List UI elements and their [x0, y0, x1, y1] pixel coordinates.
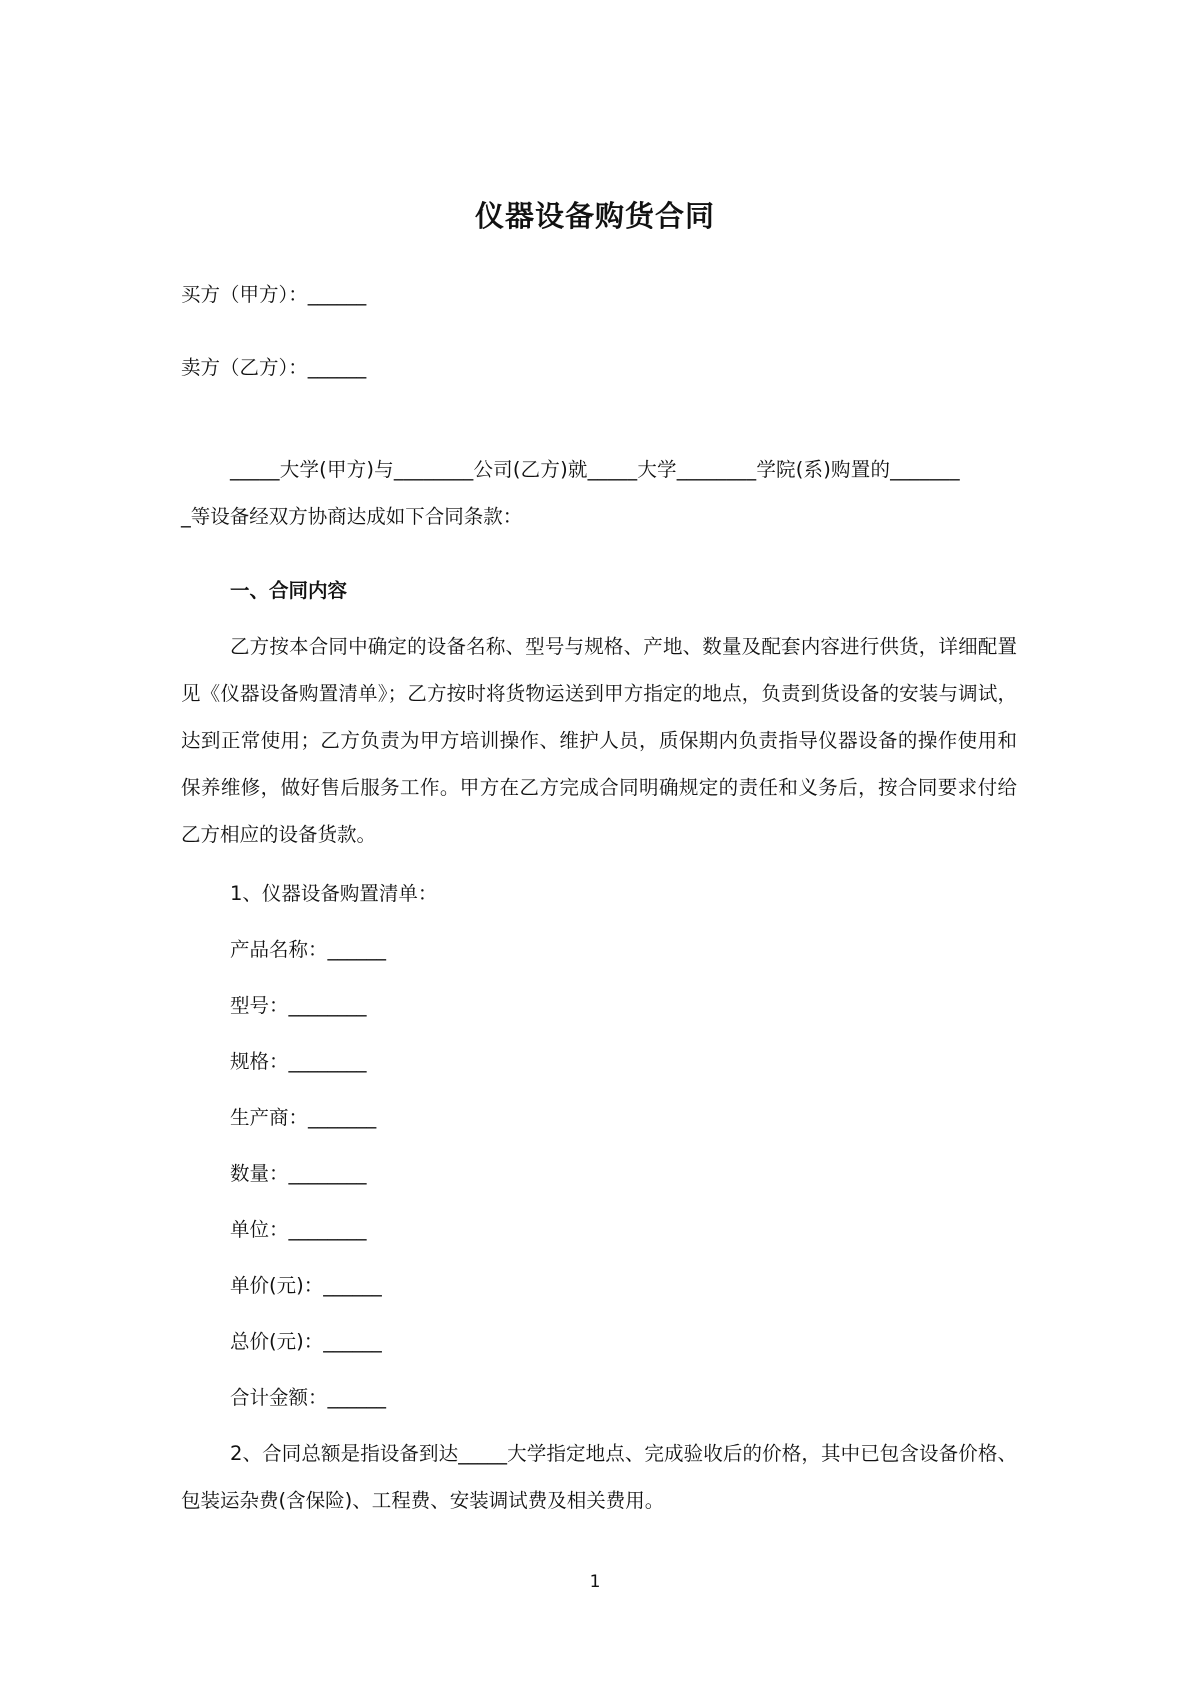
field-quantity: 数量：________ — [230, 1162, 367, 1185]
field-spec: 规格：________ — [230, 1050, 367, 1073]
intro-line-1: _____大学(甲方)与________公司(乙方)就_____大学________学院(系)购置的_______ — [230, 458, 960, 481]
field-unit-price: 单价(元)：______ — [230, 1274, 382, 1297]
clause-2: 2、合同总额是指设备到达_____大学指定地点、完成验收后的价格，其中已包含设备价格、包装运杂费(含保险)、工程费、安装调试费及相关费用。 — [181, 1442, 1017, 1512]
page-number: 1 — [589, 1572, 601, 1592]
section-1-heading: 一、合同内容 — [230, 579, 348, 602]
field-manufacturer: 生产商：_______ — [230, 1106, 377, 1129]
seller-line: 卖方（乙方）：______ — [181, 356, 367, 379]
buyer-line: 买方（甲方）：______ — [181, 283, 367, 306]
field-model: 型号：________ — [230, 994, 367, 1017]
section-1-body: 乙方按本合同中确定的设备名称、型号与规格、产地、数量及配套内容进行供货，详细配置见《仪器设备购置清单》；乙方按时将货物运送到甲方指定的地点，负责到货设备的安装与调试，达到正常使用；乙方负责为甲方培训操作、维护人员，质保期内负责指导仪器设备的操作使用和保养维修，做好售后服务工作。甲方在乙方完成合同明确规定的责任和义务后，按合同要求付给乙方相应的设备货款。 — [181, 635, 1017, 846]
field-product-name: 产品名称：______ — [230, 938, 387, 961]
field-unit: 单位：________ — [230, 1218, 367, 1241]
document-title: 仪器设备购货合同 — [474, 199, 715, 233]
list-heading: 1、仪器设备购置清单： — [230, 882, 438, 905]
intro-line-2: _等设备经双方协商达成如下合同条款： — [181, 505, 523, 528]
field-total-price: 总价(元)：______ — [230, 1330, 382, 1353]
field-total-amount: 合计金额：______ — [230, 1386, 387, 1409]
